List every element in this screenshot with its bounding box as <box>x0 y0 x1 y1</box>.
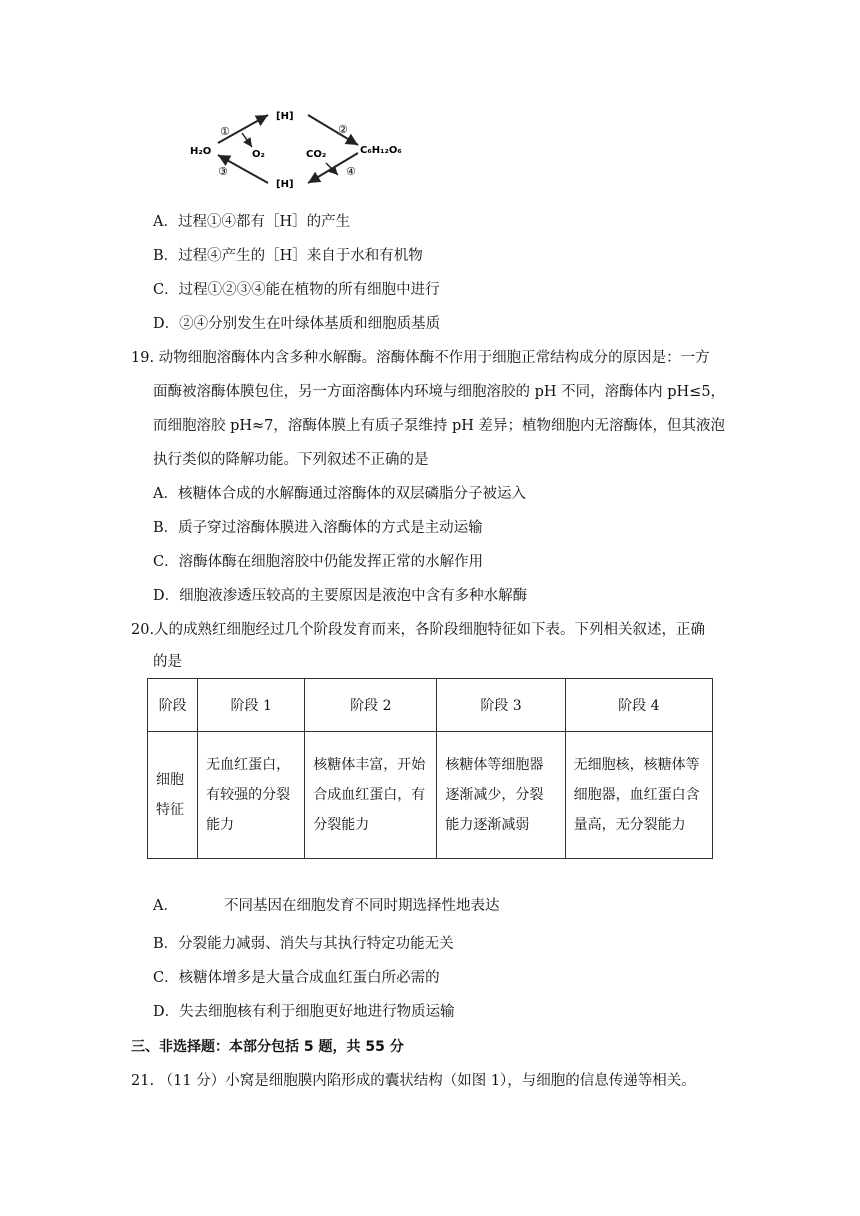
glucose-label: C₆H₁₂O₆ <box>360 145 402 156</box>
table-cell <box>305 732 437 859</box>
h-bottom-label: [H] <box>276 179 294 190</box>
q18-option-b: B．过程④产生的［H］来自于水和有机物 <box>153 248 423 264</box>
cell-line: 核糖体丰富，开始 <box>313 757 426 773</box>
o2-arrow <box>242 133 252 147</box>
cell-line: 合成血红蛋白，有 <box>313 787 426 803</box>
q19-option-c: C．溶酶体酶在细胞溶胶中仍能发挥正常的水解作用 <box>153 554 484 570</box>
cell-line: 无细胞核，核糖体等 <box>573 757 700 773</box>
q19-option-a: A．核糖体合成的水解酶通过溶酶体的双层磷脂分子被运入 <box>153 486 526 502</box>
cell-line: 能力逐渐减弱 <box>445 817 530 833</box>
row-label-line: 细胞 <box>156 772 184 788</box>
section-3-heading: 三、非选择题：本部分包括 5 题，共 55 分 <box>131 1039 404 1055</box>
table-header-cell: 阶段 3 <box>437 679 565 732</box>
step-3-label: ③ <box>218 165 228 178</box>
table-header-cell: 阶段 <box>148 679 198 732</box>
q19-stem-line-4: 执行类似的降解功能。下列叙述不正确的是 <box>153 452 429 468</box>
q18-option-c: C．过程①②③④能在植物的所有细胞中进行 <box>153 282 440 298</box>
q20-option-a-text: 不同基因在细胞发育不同时期选择性地表达 <box>223 898 500 914</box>
q20-stem-line-1: 20.人的成熟红细胞经过几个阶段发育而来，各阶段细胞特征如下表。下列相关叙述，正确 <box>131 622 706 638</box>
row-label-line: 特征 <box>156 802 184 818</box>
arrow-2 <box>308 115 358 145</box>
o2-label: O₂ <box>252 149 265 160</box>
h-cycle-diagram <box>188 105 418 193</box>
q19-option-b: B．质子穿过溶酶体膜进入溶酶体的方式是主动运输 <box>153 520 483 536</box>
cell-line: 能力 <box>206 817 235 833</box>
q20-option-a <box>153 896 499 916</box>
cell-line: 细胞器，血红蛋白含 <box>573 787 700 803</box>
q19-stem-line-2: 面酶被溶酶体膜包住，另一方面溶酶体内环境与细胞溶胶的 pH 不同，溶酶体内 pH≤5， <box>153 384 726 400</box>
cell-line: 量高，无分裂能力 <box>573 817 686 833</box>
co2-label: CO₂ <box>306 149 327 160</box>
table-header-row <box>148 679 713 732</box>
row-label-cell <box>148 732 198 859</box>
table-row <box>148 732 713 859</box>
step-4-label: ④ <box>346 165 356 178</box>
table-header-cell: 阶段 2 <box>305 679 437 732</box>
q20-option-b: B．分裂能力减弱、消失与其执行特定功能无关 <box>153 936 454 952</box>
h-top-label: [H] <box>276 111 294 122</box>
table-cell <box>198 732 305 859</box>
q21-stem: 21. （11 分）小窝是细胞膜内陷形成的囊状结构（如图 1），与细胞的信息传递等相关。 <box>131 1073 696 1089</box>
q20-option-c: C．核糖体增多是大量合成血红蛋白所必需的 <box>153 970 440 986</box>
stage-table <box>147 678 713 859</box>
cell-line: 无血红蛋白， <box>206 757 291 773</box>
q19-stem-line-3: 而细胞溶胶 pH≈7，溶酶体膜上有质子泵维持 pH 差异；植物细胞内无溶酶体，但其液泡 <box>153 418 726 434</box>
q19-stem-line-1: 19. 动物细胞溶酶体内含多种水解酶。溶酶体酶不作用于细胞正常结构成分的原因是：一方 <box>131 350 710 366</box>
cell-line: 分裂能力 <box>313 817 370 833</box>
cell-line: 有较强的分裂 <box>206 787 291 803</box>
cell-line: 逐渐减少，分裂 <box>445 787 544 803</box>
table-cell <box>565 732 712 859</box>
q20-stem-line-2: 的是 <box>153 654 182 670</box>
q20-option-d: D．失去细胞核有利于细胞更好地进行物质运输 <box>153 1004 455 1020</box>
table-header-cell: 阶段 1 <box>198 679 305 732</box>
step-2-label: ② <box>338 123 348 136</box>
table-cell <box>437 732 565 859</box>
cell-line: 核糖体等细胞器 <box>445 757 544 773</box>
step-1-label: ① <box>220 125 230 138</box>
h2o-label: H₂O <box>190 146 212 157</box>
table-header-cell: 阶段 4 <box>565 679 712 732</box>
q18-option-a: A．过程①④都有［H］的产生 <box>153 214 351 230</box>
co2-arrow <box>326 163 338 175</box>
q18-option-d: D．②④分别发生在叶绿体基质和细胞质基质 <box>153 316 441 332</box>
q19-option-d: D．细胞液渗透压较高的主要原因是液泡中含有多种水解酶 <box>153 588 528 604</box>
q20-option-a-label: A． <box>153 898 178 914</box>
